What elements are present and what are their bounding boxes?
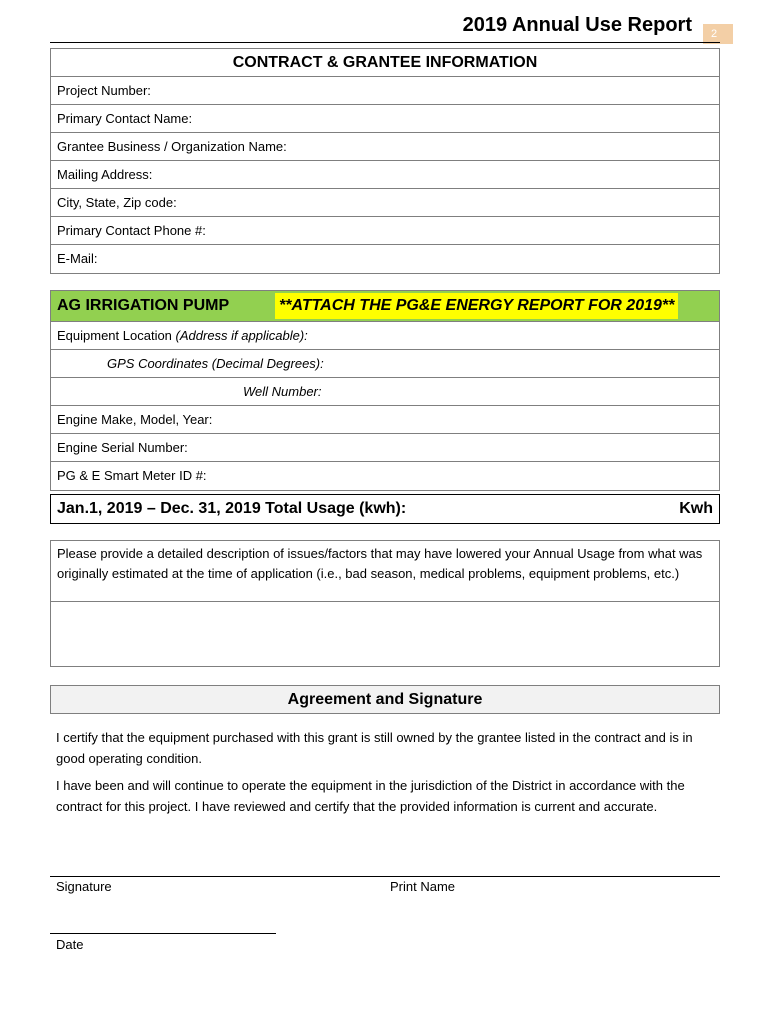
date-label: Date	[56, 937, 84, 952]
well-number-field[interactable]: Well Number:	[51, 378, 719, 406]
engine-make-model-year-field[interactable]: Engine Make, Model, Year:	[51, 406, 719, 434]
email-field[interactable]: E-Mail:	[57, 251, 98, 266]
pump-title: AG IRRIGATION PUMP	[57, 297, 230, 314]
date-line[interactable]	[50, 933, 276, 934]
pump-header	[51, 291, 719, 322]
contract-grantee-table	[50, 48, 720, 274]
usage-issues-answer-field[interactable]	[51, 602, 719, 666]
total-usage-label: Jan.1, 2019 – Dec. 31, 2019 Total Usage (kwh):	[57, 500, 407, 517]
contract-heading: CONTRACT & GRANTEE INFORMATION	[51, 49, 719, 77]
organization-name-field[interactable]: Grantee Business / Organization Name:	[51, 133, 719, 161]
report-title: 2019 Annual Use Report	[462, 14, 692, 36]
smart-meter-id-field[interactable]: PG & E Smart Meter ID #:	[57, 468, 207, 483]
equipment-location-label: Equipment Location	[57, 328, 176, 343]
print-name-label: Print Name	[390, 879, 456, 894]
usage-issues-prompt: Please provide a detailed description of issues/factors that may have lowered your Annual Usage from what was originally estimated at the time of application (i.e., bad season, medical problems, equipment problems, etc.)	[51, 541, 719, 602]
engine-serial-number-field[interactable]: Engine Serial Number:	[51, 434, 719, 462]
contact-phone-field[interactable]: Primary Contact Phone #:	[51, 217, 719, 245]
usage-unit-label: Kwh	[679, 500, 713, 517]
gps-coordinates-field[interactable]: GPS Coordinates (Decimal Degrees):	[51, 350, 719, 378]
irrigation-pump-table	[50, 290, 720, 491]
page-number-badge: 2	[703, 24, 733, 44]
city-state-zip-field[interactable]: City, State, Zip code:	[51, 189, 719, 217]
signature-line[interactable]	[50, 876, 720, 877]
mailing-address-field[interactable]: Mailing Address:	[51, 161, 719, 189]
usage-issues-box	[50, 540, 720, 667]
attach-energy-report-note: **ATTACH THE PG&E ENERGY REPORT FOR 2019**	[275, 293, 678, 319]
project-number-field[interactable]: Project Number:	[51, 77, 719, 105]
equipment-location-note: (Address if applicable):	[175, 328, 308, 343]
total-usage-field[interactable]	[50, 494, 720, 524]
jurisdiction-paragraph: I have been and will continue to operate the equipment in the jurisdiction of the District in accordance with the contract for this project. I have reviewed and certify that the provided information is current and accurate.	[56, 778, 685, 814]
page-header	[0, 12, 770, 40]
primary-contact-name-field[interactable]: Primary Contact Name:	[51, 105, 719, 133]
equipment-location-field[interactable]	[51, 322, 719, 350]
agreement-heading: Agreement and Signature	[50, 685, 720, 714]
certification-paragraph: I certify that the equipment purchased with this grant is still owned by the grantee listed in the contract and is in good operating condition.	[56, 730, 693, 766]
signature-label: Signature	[56, 879, 112, 894]
header-rule	[50, 42, 720, 43]
